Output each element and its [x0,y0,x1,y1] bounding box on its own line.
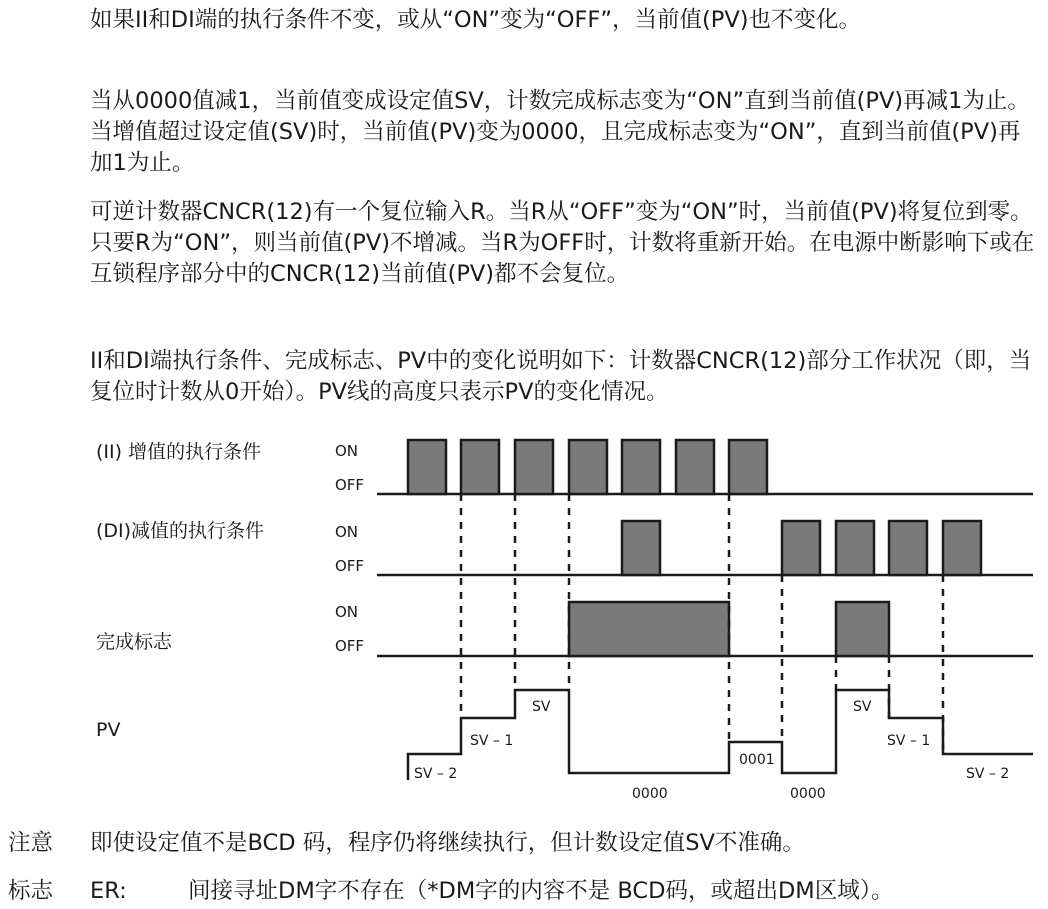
di-pulse [836,521,874,575]
flag-off-label: OFF [335,637,365,655]
note-row [8,828,805,858]
ii-pulse [676,440,714,494]
di-pulse [622,521,660,575]
flag-pulse [836,602,889,656]
pv-value-label: 0001 [739,752,775,768]
note-heading: 注意 [8,830,54,856]
ii-pulse [569,440,607,494]
ii-signal-label: (II) 增值的执行条件 [96,441,262,463]
paragraph-decrement-behavior: 当从0000值减1，当前值变成设定值SV，计数完成标志变为“ON”直到当前值(PV)再减1为止。当增值超过设定值(SV)时，当前值(PV)变为0000，且完成标志变为“ON”，直到当前值(PV)再加1为止。 [90,88,1030,176]
note-text: 即使设定值不是BCD 码，程序仍将继续执行，但计数设定值SV不准确。 [90,830,805,856]
pv-value-label: SV – 1 [470,733,514,749]
ii-pulse [729,440,767,494]
ii-pulse [408,440,446,494]
di-pulse [943,521,981,575]
pv-value-label: 0000 [790,786,826,802]
flag-signal-label: 完成标志 [96,631,173,653]
flag-text: 间接寻址DM字不存在（*DM字的内容不是 BCD码，或超出DM区域）。 [188,878,894,904]
flag-pulse [569,602,729,656]
pv-value-label: SV [853,699,872,715]
ii-pulse [461,440,499,494]
ii-pulse [622,440,660,494]
pv-value-label: SV [532,699,551,715]
pv-value-label: 0000 [632,786,668,802]
ii-off-label: OFF [335,476,365,494]
flag-code: ER: [90,878,127,904]
flag-on-label: ON [335,603,359,621]
di-pulse [889,521,927,575]
paragraph-timing-intro: II和DI端执行条件、完成标志、PV中的变化说明如下：计数器CNCR(12)部分工作状况（即，当复位时计数从0开始）。PV线的高度只表示PV的变化情况。 [90,348,1032,405]
pv-value-label: SV – 1 [887,733,931,749]
pv-signal-label: PV [96,719,121,741]
flag-row [8,876,893,906]
flag-heading: 标志 [8,878,54,904]
ii-on-label: ON [335,442,359,460]
ii-pulse [515,440,553,494]
pv-value-label: SV – 2 [414,766,458,782]
paragraph-unchanged-conditions: 如果II和DI端的执行条件不变，或从“ON”变为“OFF”，当前值(PV)也不变化。 [90,7,862,33]
di-off-label: OFF [335,557,365,575]
di-pulse [782,521,820,575]
pv-value-label: SV – 2 [966,766,1010,782]
paragraph-reset-input: 可逆计数器CNCR(12)有一个复位输入R。当R从“OFF”变为“ON”时，当前值(PV)将复位到零。只要R为“ON”，则当前值(PV)不增减。当R为OFF时，计数将重新开始。在电源中断影响下或在互锁程序部分中的CNCR(12)当前值(PV)都不会复位。 [90,199,1035,287]
di-signal-label: (DI)减值的执行条件 [96,520,265,542]
di-on-label: ON [335,523,359,541]
